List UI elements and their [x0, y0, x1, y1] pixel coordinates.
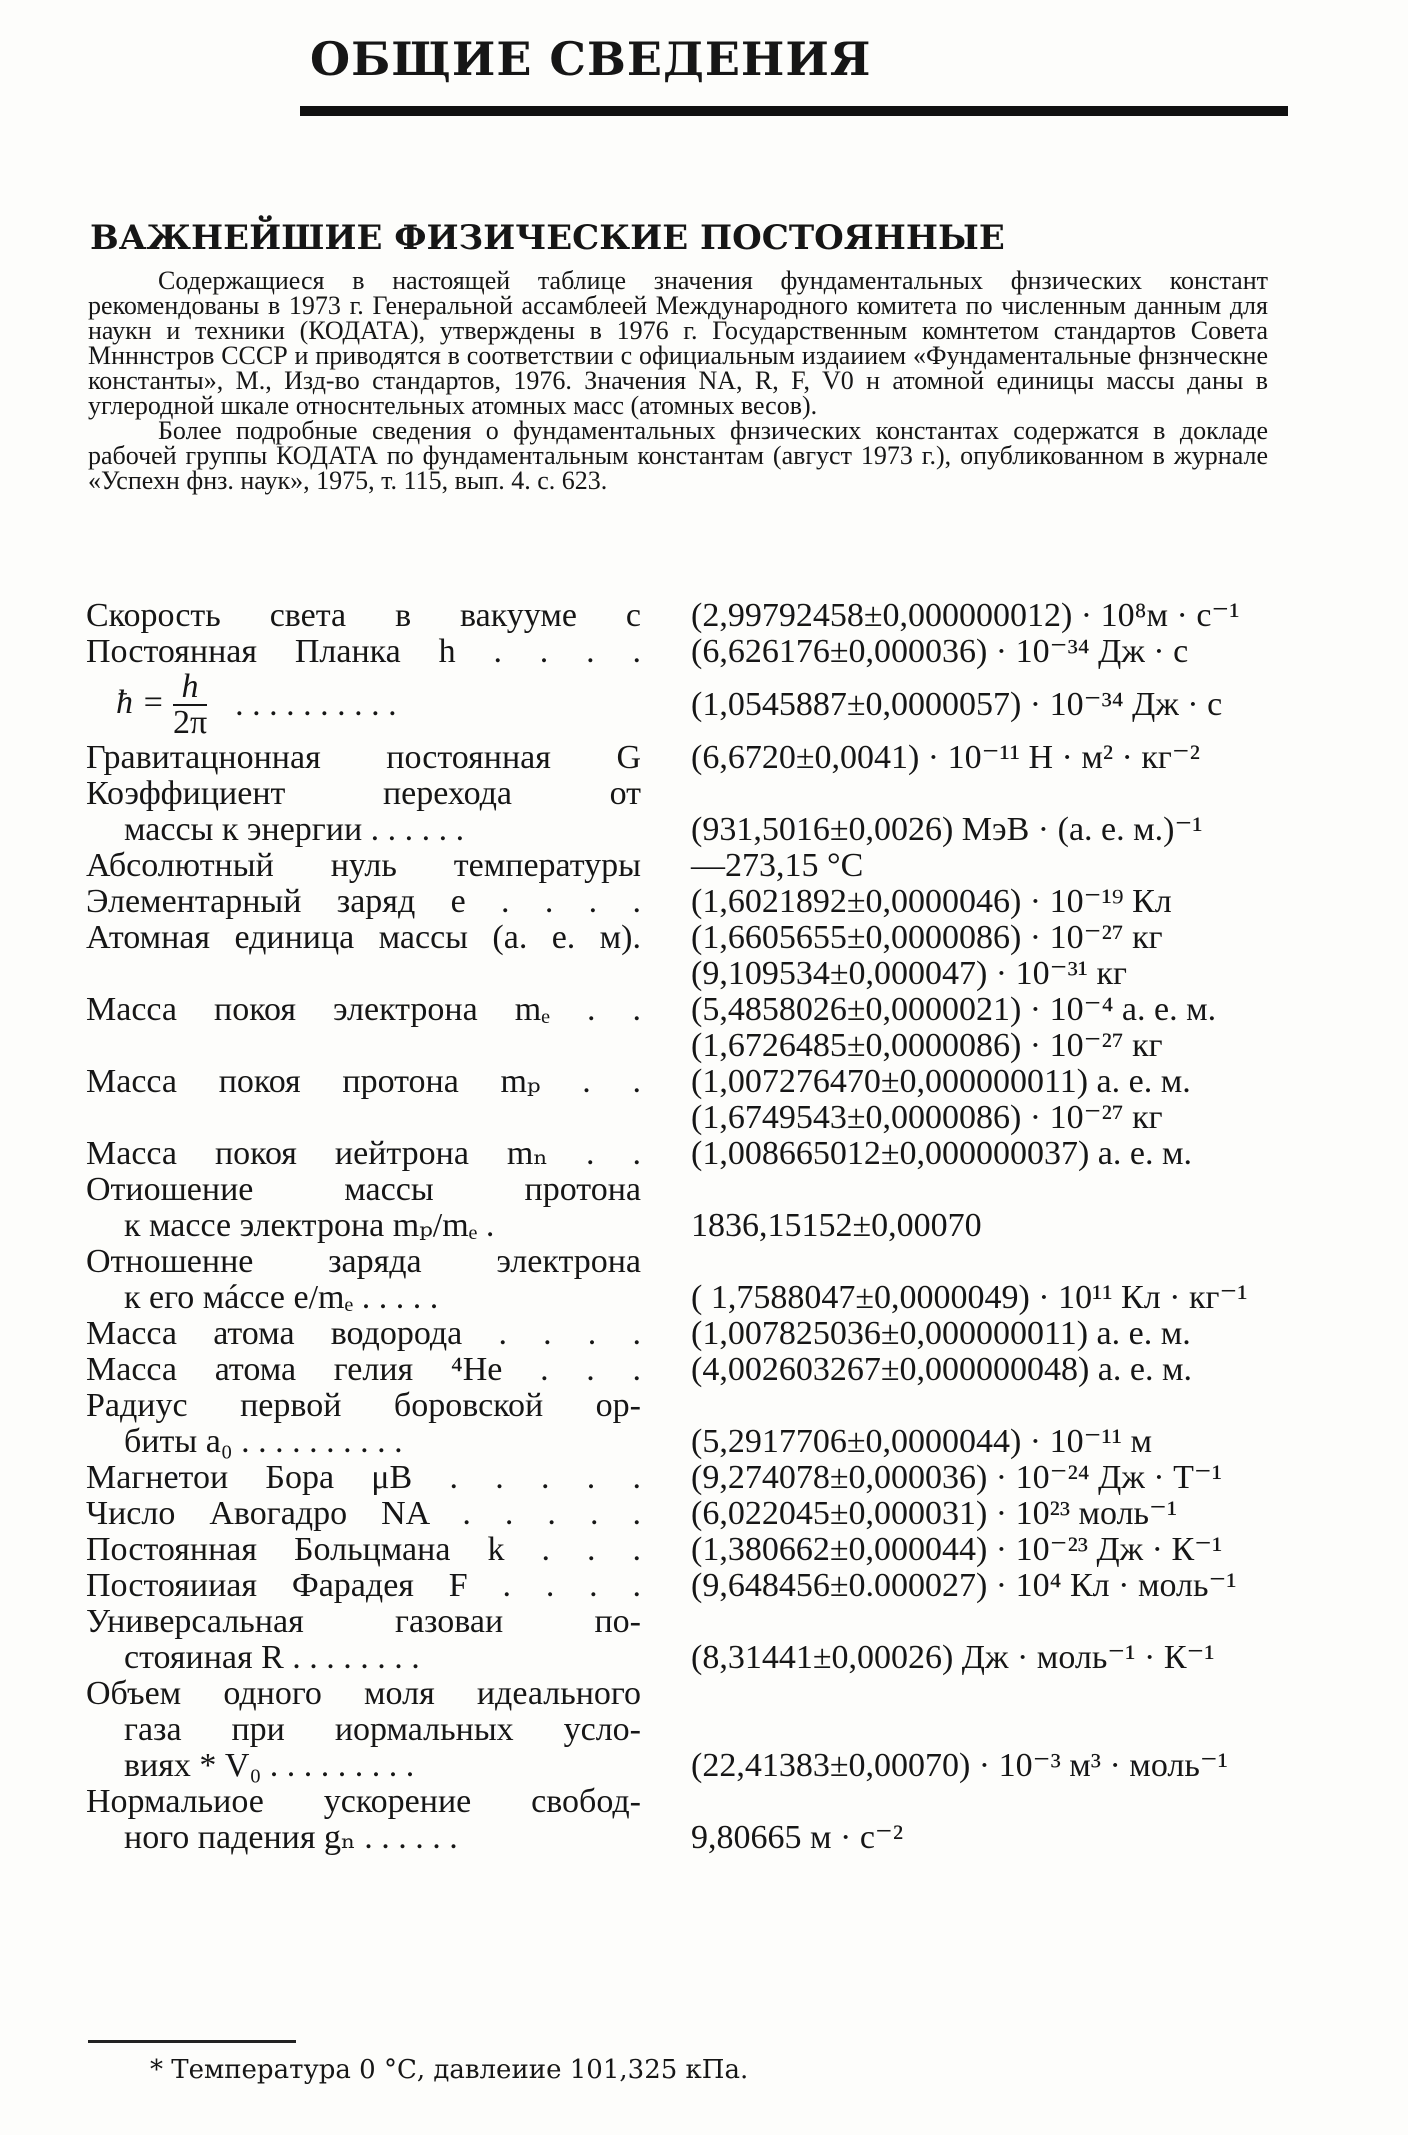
constants-table: [86, 598, 1306, 1856]
constant-value: [691, 1100, 1306, 1172]
constant-name-line: Отиошение массы протона: [86, 1171, 641, 1208]
constant-name: [86, 1064, 641, 1100]
constant-row: [86, 1568, 1306, 1604]
constant-row: [86, 1244, 1306, 1316]
constant-value: [691, 1820, 1306, 1856]
footnote-rule: [88, 2040, 296, 2043]
constant-value: [691, 956, 1306, 1028]
intro-text: [88, 268, 1268, 493]
constant-value: [691, 1640, 1306, 1676]
constant-name: [86, 1568, 641, 1604]
chapter-title: ОБЩИЕ СВЕДЕНИЯ: [310, 32, 872, 86]
constant-name: [86, 598, 641, 634]
constant-value: [691, 1496, 1306, 1532]
constant-value: [691, 1748, 1306, 1784]
constant-value: [691, 920, 1306, 956]
constant-name-line: Масса покоя иейтрона mₙ . .: [86, 1135, 641, 1172]
intro-paragraph: Содержащиеся в настоящей таблице значения фундаментальных фнзических констант рекомендованы в 1973 г. Генеральной ассамблеей Международного комитета по численным данным для наукн и техники (КОДАТА), утверждены в 1976 г. Государственным комнтетом стандартов Совета Мнннстров СССР и приводятся в соответствии с официальным издаиием «Фундаментальные фнзнческне константы», М., Изд-во стандартов, 1976. Значения NA, R, F, V0 н атомной единицы массы даны в углеродной шкале относнтельных атомных масс (атомных весов).: [88, 266, 1268, 420]
constant-name-line: стояиная R . . . . . . . .: [124, 1639, 420, 1676]
constant-row: [86, 1460, 1306, 1496]
hbar-formula: [86, 670, 641, 740]
constant-value-line: (1,6726485±0,0000086) · 10⁻²⁷ кг: [691, 1027, 1163, 1064]
constant-row: [86, 776, 1306, 848]
constant-value-line: (931,5016±0,0026) МэВ · (а. е. м.)⁻¹: [691, 811, 1203, 848]
constant-name: [86, 1172, 641, 1244]
constant-value: [691, 1028, 1306, 1100]
constant-name-line: Постоянная Больцмана k . . .: [86, 1531, 641, 1568]
constant-row: [86, 1172, 1306, 1244]
constant-name: [86, 1784, 641, 1856]
constant-value-line: 9,80665 м · с⁻²: [691, 1819, 904, 1856]
constant-row: [86, 848, 1306, 884]
constant-row: [86, 1532, 1306, 1568]
leader-dots: . . . . . . . . . .: [235, 686, 397, 723]
constant-name: [86, 1352, 641, 1388]
constant-row: [86, 884, 1306, 920]
header-rule: [300, 106, 1288, 116]
formula-lhs: ħ =: [116, 683, 173, 721]
constant-name-line: Магнетои Бора μB . . . . .: [86, 1459, 641, 1496]
constant-value-line: (1,6605655±0,0000086) · 10⁻²⁷ кг: [691, 919, 1163, 956]
constant-value-line: (5,2917706±0,0000044) · 10⁻¹¹ м: [691, 1423, 1152, 1460]
constant-name: [86, 1244, 641, 1316]
constant-value: [691, 1208, 1306, 1244]
constant-value-line: ( 1,7588047±0,0000049) · 10¹¹ Кл · кг⁻¹: [691, 1279, 1248, 1316]
constant-name-line: к массе электрона mₚ/mₑ .: [124, 1207, 495, 1244]
constant-row: [86, 956, 1306, 1028]
constant-row: [86, 1388, 1306, 1460]
intro-paragraph: Более подробные сведения о фундаментальных фнзических константах содержатся в докладе рабочей группы КОДАТА по фундаментальным константам (август 1973 г.), опубликованном в журнале «Успехн фнз. наук», 1975, т. 115, вып. 4. с. 623.: [88, 416, 1268, 495]
constant-name: [86, 670, 641, 740]
constant-name: [86, 1316, 641, 1352]
constant-name-line: газа при иормальных усло-: [124, 1711, 641, 1748]
constant-value-line: (6,6720±0,0041) · 10⁻¹¹ Н · м² · кг⁻²: [691, 739, 1200, 776]
constant-name-line: биты a₀ . . . . . . . . . .: [124, 1423, 403, 1460]
constant-value-line: —273,15 °С: [691, 847, 864, 884]
constant-name: [86, 1460, 641, 1496]
constant-name-line: Число Авогадро NA . . . . .: [86, 1495, 641, 1532]
constant-value: [691, 848, 1306, 884]
constant-name-line: Радиус первой боровской ор-: [86, 1387, 641, 1424]
constant-value-line: (8,31441±0,00026) Дж · моль⁻¹ · К⁻¹: [691, 1639, 1215, 1676]
constant-value: [691, 1316, 1306, 1352]
constant-row: [86, 1496, 1306, 1532]
constant-name-line: Постояииая Фарадея F . . . .: [86, 1567, 641, 1604]
constant-value: [691, 1460, 1306, 1496]
constant-value: [691, 1532, 1306, 1568]
constant-value-line: (1,008665012±0,000000037) а. е. м.: [691, 1135, 1193, 1172]
constant-value-line: (1,007825036±0,000000011) а. е. м.: [691, 1315, 1191, 1352]
constant-value-line: (2,99792458±0,000000012) · 10⁸м · с⁻¹: [691, 597, 1240, 634]
constant-value: [691, 687, 1306, 723]
constant-value-line: (9,274078±0,000036) · 10⁻²⁴ Дж · Т⁻¹: [691, 1459, 1223, 1496]
constant-value-line: (9,109534±0,000047) · 10⁻³¹ кг: [691, 955, 1127, 992]
constant-value: [691, 1568, 1306, 1604]
constant-value: [691, 884, 1306, 920]
constant-name: [86, 848, 641, 884]
constant-name: [86, 1136, 641, 1172]
constant-row: [86, 740, 1306, 776]
constant-name: [86, 740, 641, 776]
constant-value: [691, 812, 1306, 848]
constant-value-line: (1,007276470±0,000000011) а. е. м.: [691, 1063, 1191, 1100]
constant-row: [86, 1028, 1306, 1100]
constant-name-line: Абсолютный нуль температуры: [86, 847, 641, 884]
constant-name-line: Элементарный заряд e . . . .: [86, 883, 641, 920]
constant-value: [691, 598, 1306, 634]
constant-name-line: Гравитацнонная постоянная G: [86, 739, 641, 776]
constant-name-line: Отношенне заряда электрона: [86, 1243, 641, 1280]
fraction-numerator: h: [173, 670, 207, 706]
constant-name: [86, 920, 641, 956]
constant-value: [691, 740, 1306, 776]
constant-value: [691, 1280, 1306, 1316]
footnote: * Температура 0 °С, давлеиие 101,325 кПа.: [150, 2055, 749, 2085]
constant-value-line: (1,6021892±0,0000046) · 10⁻¹⁹ Кл: [691, 883, 1172, 920]
constant-value: [691, 1352, 1306, 1388]
constant-name-line: Коэффициент перехода от: [86, 775, 641, 812]
constant-row: [86, 1784, 1306, 1856]
constant-value-line: (22,41383±0,00070) · 10⁻³ м³ · моль⁻¹: [691, 1747, 1228, 1784]
constant-name-line: к его мáссе e/mₑ . . . . .: [124, 1279, 439, 1316]
constant-name-line: виях * V₀ . . . . . . . . .: [124, 1747, 415, 1784]
constant-name: [86, 634, 641, 670]
fraction-denominator: 2π: [172, 704, 208, 741]
constant-name-line: Универсальная газоваи по-: [86, 1603, 641, 1640]
constant-value-line: (1,0545887±0,0000057) · 10⁻³⁴ Дж · с: [691, 686, 1223, 723]
constant-row: [86, 1352, 1306, 1388]
constant-name-line: Масса атома гелия ⁴Не . . .: [86, 1351, 641, 1388]
constant-row: [86, 670, 1306, 740]
constant-value: [691, 634, 1306, 670]
constant-name: [86, 1532, 641, 1568]
constant-row: [86, 1604, 1306, 1676]
constant-name-line: Скорость света в вакууме c: [86, 597, 641, 634]
constant-value-line: (1,380662±0,000044) · 10⁻²³ Дж · К⁻¹: [691, 1531, 1223, 1568]
constant-value: [691, 1424, 1306, 1460]
constant-value-line: (1,6749543±0,0000086) · 10⁻²⁷ кг: [691, 1099, 1163, 1136]
constant-name-line: Масса покоя протона mₚ . .: [86, 1063, 641, 1100]
constant-value-line: (5,4858026±0,0000021) · 10⁻⁴ а. е. м.: [691, 991, 1217, 1028]
constant-name-line: ного падения gₙ . . . . . .: [124, 1819, 458, 1856]
constant-row: [86, 1100, 1306, 1172]
constant-value-line: 1836,15152±0,00070: [691, 1207, 982, 1244]
constant-name: [86, 884, 641, 920]
constant-value-line: (4,002603267±0,000000048) а. е. м.: [691, 1351, 1193, 1388]
constant-row: [86, 598, 1306, 634]
constant-row: [86, 920, 1306, 956]
fraction: [173, 670, 207, 740]
constant-name-line: Постоянная Планка h . . . .: [86, 633, 641, 670]
constant-name-line: Объем одного моля идеального: [86, 1675, 641, 1712]
constant-name-line: массы к энергии . . . . . .: [124, 811, 465, 848]
section-title: ВАЖНЕЙШИЕ ФИЗИЧЕСКИЕ ПОСТОЯННЫЕ: [90, 218, 1005, 258]
constant-name: [86, 1496, 641, 1532]
constant-name-line: Нормальиое ускорение свобод-: [86, 1783, 641, 1820]
constant-row: [86, 1676, 1306, 1784]
constant-value-line: (9,648456±0.000027) · 10⁴ Кл · моль⁻¹: [691, 1567, 1237, 1604]
constant-name: [86, 1388, 641, 1460]
constant-name: [86, 776, 641, 848]
constant-name-line: Масса покоя электрона mₑ . .: [86, 991, 641, 1028]
constant-name: [86, 1604, 641, 1676]
constant-value-line: (6,022045±0,000031) · 10²³ моль⁻¹: [691, 1495, 1178, 1532]
constant-row: [86, 634, 1306, 670]
constant-value-line: (6,626176±0,000036) · 10⁻³⁴ Дж · с: [691, 633, 1189, 670]
constant-row: [86, 1316, 1306, 1352]
constant-name: [86, 992, 641, 1028]
constant-name-line: Масса атома водорода . . . .: [86, 1315, 641, 1352]
constant-name: [86, 1676, 641, 1784]
constant-name-line: Атомная единица массы (а. е. м).: [86, 919, 641, 956]
